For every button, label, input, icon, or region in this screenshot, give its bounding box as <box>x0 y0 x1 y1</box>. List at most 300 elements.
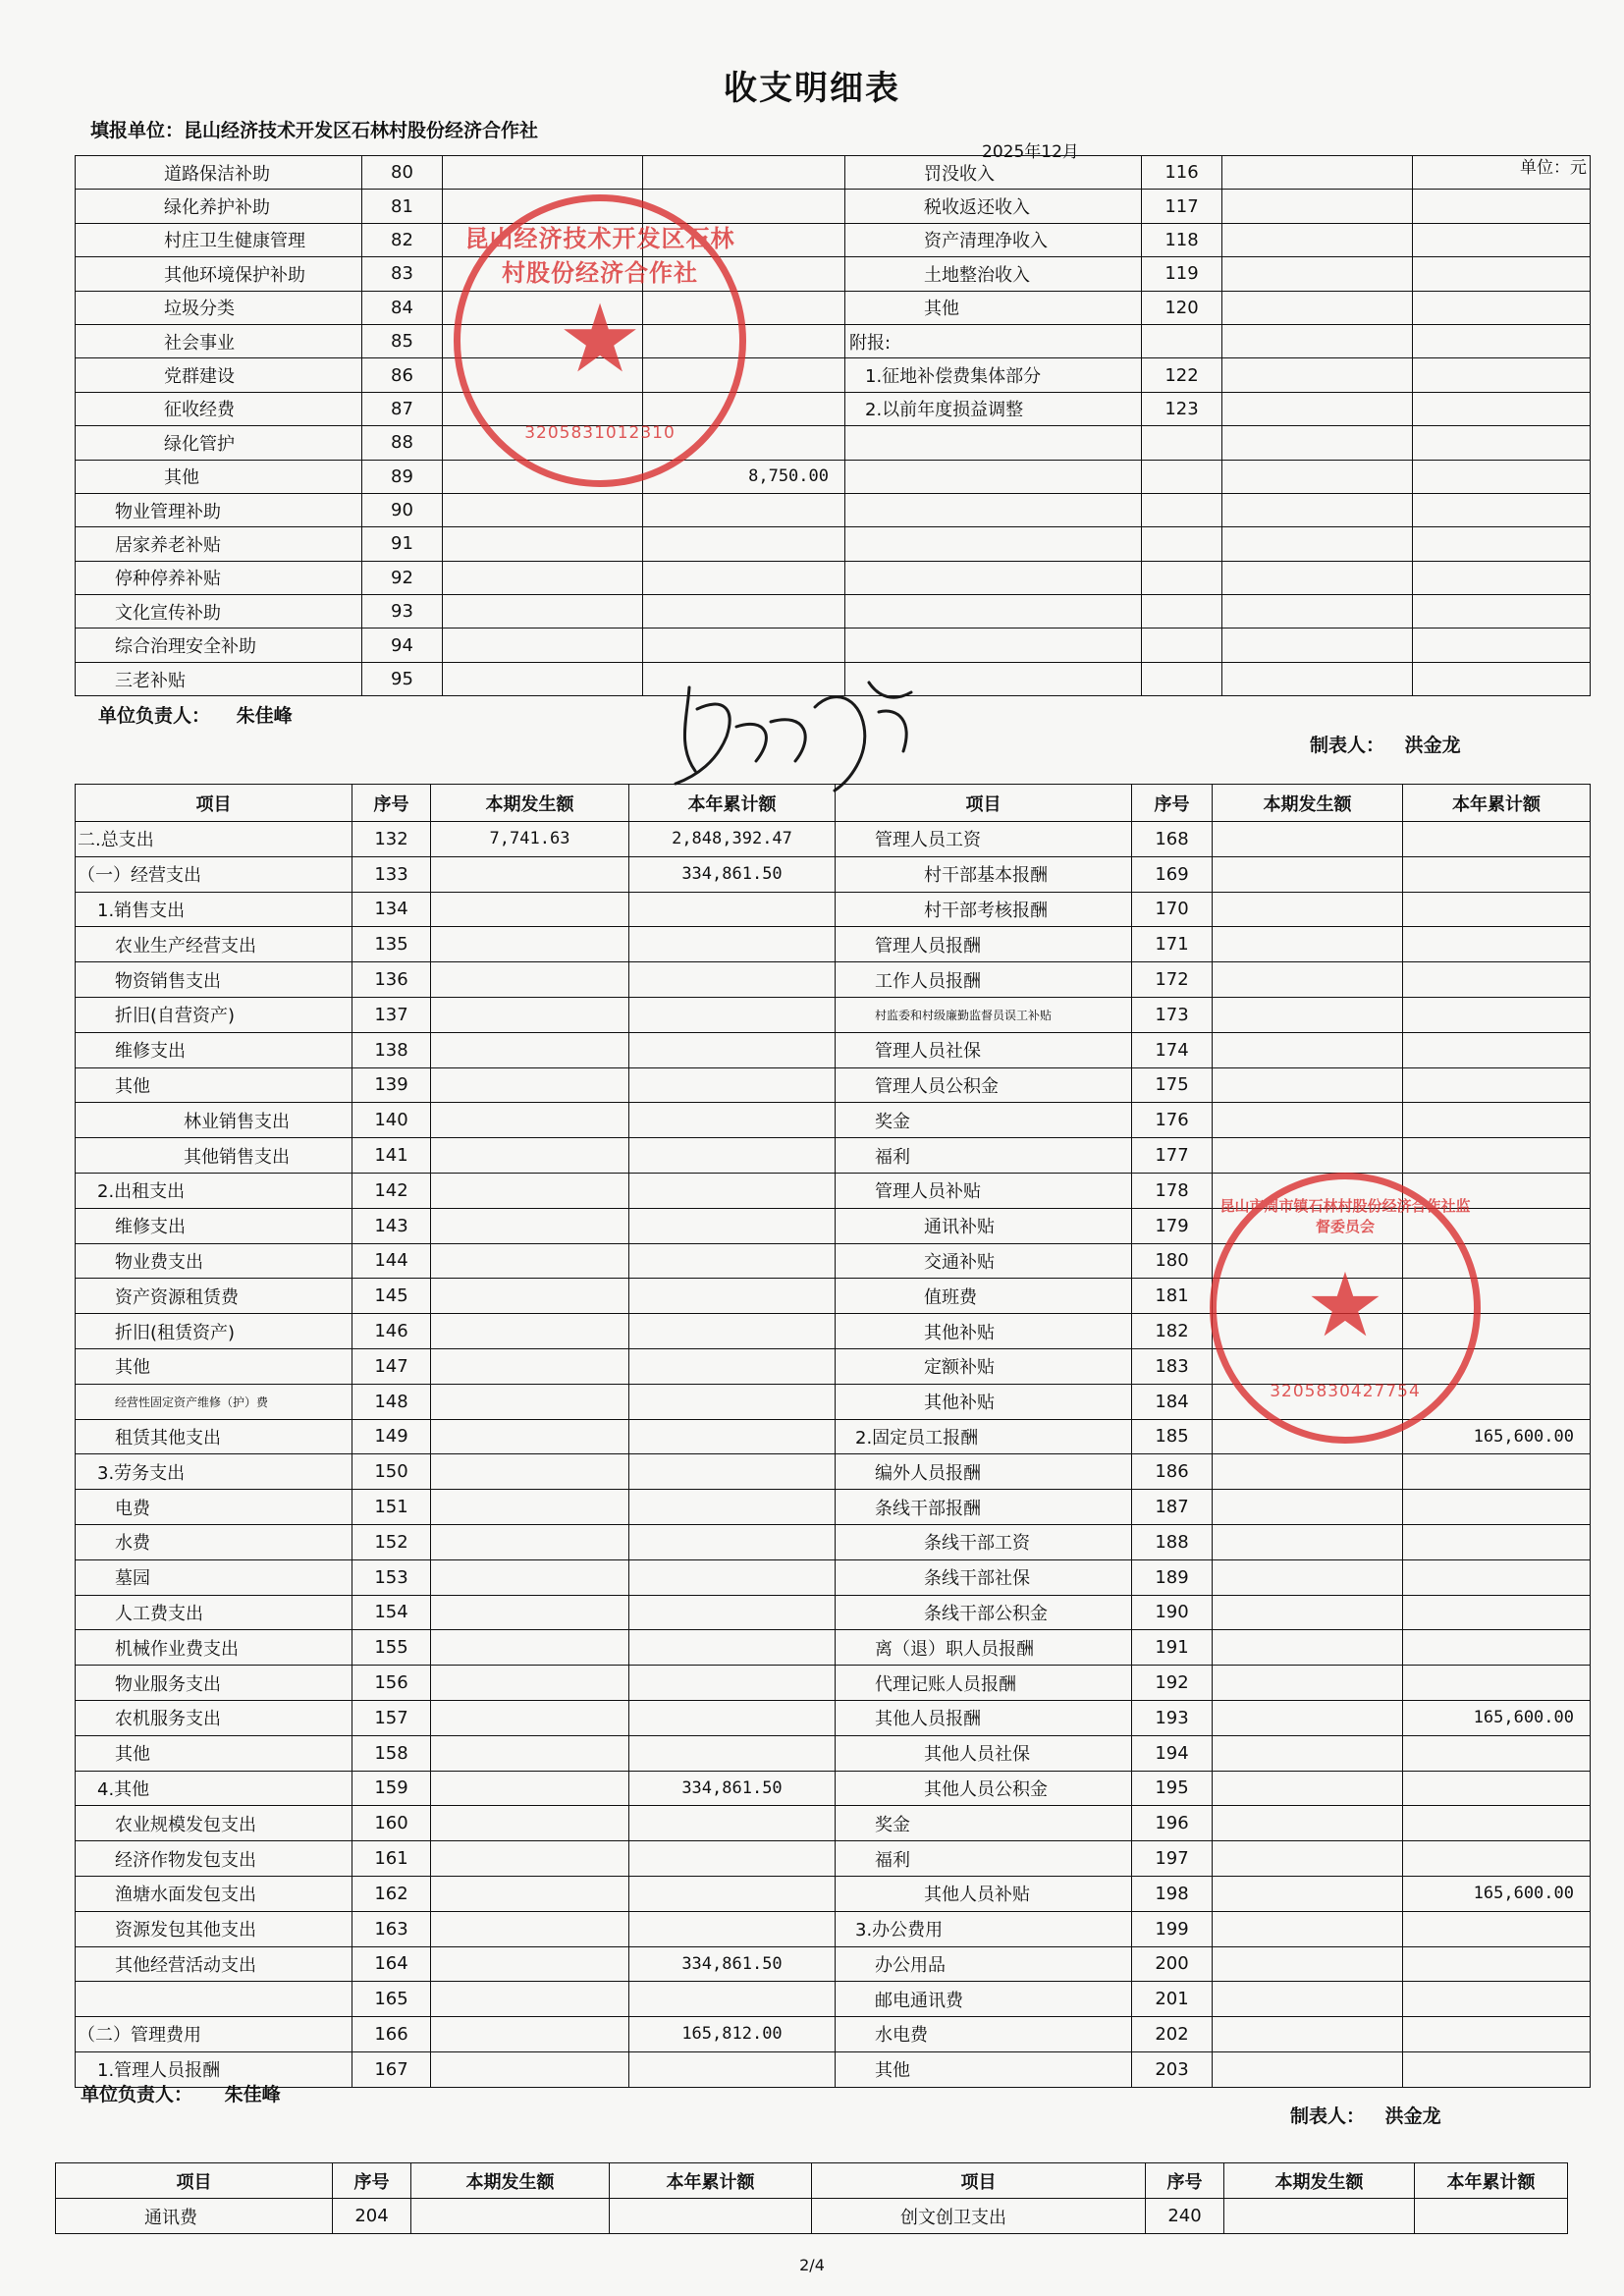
current-amount <box>431 856 629 892</box>
item-name: 村干部考核报酬 <box>836 892 1132 927</box>
ytd-amount <box>1403 1595 1591 1630</box>
item-name: 福利 <box>836 1841 1132 1877</box>
item-number: 175 <box>1132 1067 1213 1103</box>
ytd-amount <box>629 1173 836 1208</box>
column-header-ytd: 本年累计额 <box>1403 785 1591 822</box>
item-name: 居家养老补贴 <box>76 527 362 561</box>
item-number: 165 <box>352 1982 431 2017</box>
item-name: 其他补贴 <box>836 1384 1132 1419</box>
current-amount <box>443 493 643 526</box>
item-name: 通讯费 <box>56 2199 333 2234</box>
item-name: 工作人员报酬 <box>836 962 1132 998</box>
ytd-amount <box>629 1841 836 1877</box>
item-number: 182 <box>1132 1314 1213 1349</box>
current-amount <box>1213 1982 1403 2017</box>
empty-cell <box>1222 190 1413 223</box>
column-header-current: 本期发生额 <box>1213 785 1403 822</box>
reporting-unit: 填报单位：昆山经济技术开发区石林村股份经济合作社 <box>90 120 539 141</box>
header-row <box>76 785 1591 822</box>
item-name: 邮电通讯费 <box>836 1982 1132 2017</box>
empty-cell <box>1413 561 1591 594</box>
ytd-amount: 334,861.50 <box>629 1771 836 1806</box>
empty-cell <box>1413 662 1591 695</box>
item-number: 181 <box>1132 1279 1213 1314</box>
table-row <box>76 892 1591 927</box>
ytd-amount <box>643 629 845 662</box>
ytd-amount <box>629 1595 836 1630</box>
section2-leader <box>81 2080 281 2106</box>
current-amount <box>1213 1806 1403 1841</box>
current-amount <box>431 1700 629 1735</box>
item-name: 值班费 <box>836 1279 1132 1314</box>
item-number: 83 <box>362 257 443 291</box>
ytd-amount <box>1403 1946 1591 1982</box>
ytd-amount <box>1403 1806 1591 1841</box>
item-name: 其他经营活动支出 <box>76 1946 352 1982</box>
item-name: 其他 <box>76 1735 352 1771</box>
item-number: 240 <box>1146 2199 1224 2234</box>
item-number: 161 <box>352 1841 431 1877</box>
ytd-amount <box>1403 1524 1591 1559</box>
current-amount <box>443 156 643 190</box>
item-name: 其他 <box>76 1348 352 1384</box>
empty-cell <box>845 527 1142 561</box>
empty-cell <box>845 629 1142 662</box>
empty-cell <box>1413 223 1591 256</box>
column-header-ytd: 本年累计额 <box>629 785 836 822</box>
current-amount <box>411 2199 610 2234</box>
table-row <box>76 324 1591 357</box>
current-amount <box>1213 1490 1403 1525</box>
ytd-amount: 8,750.00 <box>643 460 845 493</box>
item-number: 187 <box>1132 1490 1213 1525</box>
table-row <box>76 1595 1591 1630</box>
item-number: 197 <box>1132 1841 1213 1877</box>
item-number: 141 <box>352 1138 431 1174</box>
empty-cell <box>1222 595 1413 629</box>
current-amount <box>431 927 629 962</box>
item-name: 1.管理人员报酬 <box>76 2051 352 2087</box>
item-number: 87 <box>362 392 443 425</box>
item-name: 奖金 <box>836 1103 1132 1138</box>
item-name: 资产资源租赁费 <box>76 1279 352 1314</box>
table-row <box>76 1103 1591 1138</box>
empty-cell <box>1413 190 1591 223</box>
item-name: 社会事业 <box>76 324 362 357</box>
empty-cell <box>1222 392 1413 425</box>
item-name: 村监委和村级廉勤监督员误工补贴 <box>836 997 1132 1032</box>
section1-preparer <box>1310 731 1461 757</box>
section1-leader-name: 朱佳峰 <box>236 705 293 727</box>
item-number: 174 <box>1132 1032 1213 1067</box>
empty-cell <box>1413 156 1591 190</box>
item-name: 经营性固定资产维修（护）费 <box>76 1384 352 1419</box>
item-name: 征收经费 <box>76 392 362 425</box>
current-amount <box>431 1032 629 1067</box>
item-number: 193 <box>1132 1700 1213 1735</box>
empty-cell <box>845 561 1142 594</box>
current-amount: 7,741.63 <box>431 822 629 857</box>
empty-cell <box>1222 629 1413 662</box>
current-amount <box>431 892 629 927</box>
current-amount <box>1213 962 1403 998</box>
item-number: 192 <box>1132 1666 1213 1701</box>
empty-cell <box>1222 223 1413 256</box>
item-number: 204 <box>333 2199 411 2234</box>
ytd-amount <box>629 1559 836 1595</box>
empty-cell <box>1222 561 1413 594</box>
item-name: 交通补贴 <box>836 1243 1132 1279</box>
item-number: 94 <box>362 629 443 662</box>
ytd-amount: 165,812.00 <box>629 2017 836 2052</box>
table-row <box>76 629 1591 662</box>
current-amount <box>1213 927 1403 962</box>
current-amount <box>431 2017 629 2052</box>
ytd-amount <box>629 1490 836 1525</box>
empty-cell <box>1142 662 1222 695</box>
ytd-amount <box>1403 1559 1591 1595</box>
empty-cell <box>1222 493 1413 526</box>
item-name: 管理人员公积金 <box>836 1067 1132 1103</box>
item-number: 139 <box>352 1067 431 1103</box>
star-icon: ★ <box>1305 1254 1385 1357</box>
item-name: 折旧(自营资产) <box>76 997 352 1032</box>
table-row <box>76 527 1591 561</box>
ytd-amount <box>1403 1630 1591 1666</box>
item-name: 绿化管护 <box>76 426 362 460</box>
seal-stamp-supervisory-code: 3205830427754 <box>1270 1382 1421 1401</box>
item-number: 157 <box>352 1700 431 1735</box>
empty-cell <box>1413 493 1591 526</box>
seal-stamp-cooperative-text: 昆山经济技术开发区石林村股份经济合作社 <box>464 225 735 287</box>
table-row <box>76 223 1591 256</box>
item-name: 编外人员报酬 <box>836 1454 1132 1490</box>
item-number: 116 <box>1142 156 1222 190</box>
table-row <box>76 1138 1591 1174</box>
current-amount <box>431 1946 629 1982</box>
item-number: 178 <box>1132 1173 1213 1208</box>
item-number: 84 <box>362 291 443 324</box>
current-amount <box>431 1911 629 1946</box>
ytd-amount <box>629 1806 836 1841</box>
item-name: 物业管理补助 <box>76 493 362 526</box>
ytd-amount <box>629 927 836 962</box>
item-number: 183 <box>1132 1348 1213 1384</box>
table-row <box>76 426 1591 460</box>
ytd-amount <box>629 1279 836 1314</box>
item-name: 资源发包其他支出 <box>76 1911 352 1946</box>
item-number: 132 <box>352 822 431 857</box>
current-amount <box>431 1490 629 1525</box>
table-row <box>76 1032 1591 1067</box>
item-name: 物资销售支出 <box>76 962 352 998</box>
empty-cell <box>1222 291 1413 324</box>
item-number: 196 <box>1132 1806 1213 1841</box>
item-number: 81 <box>362 190 443 223</box>
item-name: 农机服务支出 <box>76 1700 352 1735</box>
current-amount <box>1213 1138 1403 1174</box>
item-name: 管理人员工资 <box>836 822 1132 857</box>
ytd-amount <box>1403 1666 1591 1701</box>
current-amount <box>1213 856 1403 892</box>
current-amount <box>431 1419 629 1454</box>
item-name: 福利 <box>836 1138 1132 1174</box>
item-number: 152 <box>352 1524 431 1559</box>
empty-cell <box>1142 527 1222 561</box>
ytd-amount <box>629 892 836 927</box>
ytd-amount <box>1403 2051 1591 2087</box>
item-name: 3.劳务支出 <box>76 1454 352 1490</box>
current-amount <box>1213 1630 1403 1666</box>
item-name: 党群建设 <box>76 358 362 392</box>
report-period: 2025年12月 <box>982 142 1079 162</box>
item-number: 191 <box>1132 1630 1213 1666</box>
item-name: 条线干部社保 <box>836 1559 1132 1595</box>
empty-cell <box>1222 156 1413 190</box>
current-amount <box>1213 892 1403 927</box>
ytd-amount <box>629 1103 836 1138</box>
item-number: 82 <box>362 223 443 256</box>
ytd-amount <box>629 1700 836 1735</box>
current-amount <box>431 1982 629 2017</box>
item-name: 土地整治收入 <box>845 257 1142 291</box>
item-name: 其他人员公积金 <box>836 1771 1132 1806</box>
table-row <box>76 392 1591 425</box>
item-number: 172 <box>1132 962 1213 998</box>
current-amount <box>1213 2051 1403 2087</box>
item-number: 119 <box>1142 257 1222 291</box>
item-name: 附报: <box>845 324 1142 357</box>
table-row <box>76 927 1591 962</box>
item-name: 租赁其他支出 <box>76 1419 352 1454</box>
item-number: 170 <box>1132 892 1213 927</box>
empty-cell <box>1413 257 1591 291</box>
empty-cell <box>1413 460 1591 493</box>
item-number: 86 <box>362 358 443 392</box>
item-name <box>76 1982 352 2017</box>
item-name: 维修支出 <box>76 1208 352 1243</box>
empty-cell <box>845 595 1142 629</box>
empty-cell <box>1222 527 1413 561</box>
ytd-amount <box>629 1735 836 1771</box>
column-header-number: 序号 <box>1132 785 1213 822</box>
table-row <box>76 1700 1591 1735</box>
ytd-amount <box>1403 1982 1591 2017</box>
current-amount <box>443 561 643 594</box>
item-name: 其他人员社保 <box>836 1735 1132 1771</box>
item-name: 电费 <box>76 1490 352 1525</box>
item-name: 定额补贴 <box>836 1348 1132 1384</box>
table-row <box>76 1771 1591 1806</box>
current-amount <box>1213 1067 1403 1103</box>
item-number: 176 <box>1132 1103 1213 1138</box>
current-amount <box>431 1279 629 1314</box>
current-amount <box>431 1348 629 1384</box>
item-name: 其他 <box>76 460 362 493</box>
item-name: 办公用品 <box>836 1946 1132 1982</box>
ytd-amount <box>1403 1490 1591 1525</box>
ytd-amount: 334,861.50 <box>629 1946 836 1982</box>
item-number: 159 <box>352 1771 431 1806</box>
item-number: 200 <box>1132 1946 1213 1982</box>
item-number: 135 <box>352 927 431 962</box>
item-number: 173 <box>1132 997 1213 1032</box>
ytd-amount <box>629 1666 836 1701</box>
handwritten-signature <box>668 668 943 795</box>
table-row <box>76 1524 1591 1559</box>
ytd-amount <box>1415 2199 1568 2234</box>
table-row <box>76 856 1591 892</box>
item-number: 90 <box>362 493 443 526</box>
current-amount <box>1213 1700 1403 1735</box>
item-name: 维修支出 <box>76 1032 352 1067</box>
empty-cell <box>1413 629 1591 662</box>
table-row <box>76 1982 1591 2017</box>
ytd-amount <box>629 1067 836 1103</box>
item-number: 198 <box>1132 1876 1213 1911</box>
empty-cell <box>1142 595 1222 629</box>
item-number: 118 <box>1142 223 1222 256</box>
current-amount <box>1213 1524 1403 1559</box>
item-name: 机械作业费支出 <box>76 1630 352 1666</box>
item-number: 156 <box>352 1666 431 1701</box>
empty-cell <box>1413 527 1591 561</box>
ytd-amount <box>629 1876 836 1911</box>
item-number: 199 <box>1132 1911 1213 1946</box>
empty-cell <box>1222 662 1413 695</box>
ytd-amount <box>1403 962 1591 998</box>
item-number: 188 <box>1132 1524 1213 1559</box>
current-amount <box>1213 1103 1403 1138</box>
current-amount <box>1213 1595 1403 1630</box>
empty-cell <box>1413 426 1591 460</box>
item-name: 1.销售支出 <box>76 892 352 927</box>
empty-cell <box>845 460 1142 493</box>
table-row <box>76 997 1591 1032</box>
section2-leader-label: 单位负责人： <box>81 2084 193 2105</box>
item-number: 153 <box>352 1559 431 1595</box>
item-number: 185 <box>1132 1419 1213 1454</box>
item-name: 水费 <box>76 1524 352 1559</box>
ytd-amount <box>629 1630 836 1666</box>
item-name: 2.出租支出 <box>76 1173 352 1208</box>
table-row <box>76 1911 1591 1946</box>
item-name: 经济作物发包支出 <box>76 1841 352 1877</box>
table-row <box>76 1946 1591 1982</box>
item-name: 条线干部工资 <box>836 1524 1132 1559</box>
item-name: 垃圾分类 <box>76 291 362 324</box>
item-number: 148 <box>352 1384 431 1419</box>
item-name: 4.其他 <box>76 1771 352 1806</box>
current-amount <box>1213 1454 1403 1490</box>
current-amount <box>1213 2017 1403 2052</box>
item-number: 190 <box>1132 1595 1213 1630</box>
table-row <box>76 156 1591 190</box>
item-number: 91 <box>362 527 443 561</box>
item-number: 158 <box>352 1735 431 1771</box>
column-header-item: 项目 <box>812 2163 1146 2199</box>
item-number: 93 <box>362 595 443 629</box>
table-row <box>76 1490 1591 1525</box>
table-row <box>76 257 1591 291</box>
current-amount <box>431 1595 629 1630</box>
current-amount <box>431 1559 629 1595</box>
item-number: 186 <box>1132 1454 1213 1490</box>
ytd-amount <box>1403 1454 1591 1490</box>
currency-unit: 单位：元 <box>1520 158 1587 178</box>
table-row <box>56 2199 1568 2234</box>
item-name: 物业服务支出 <box>76 1666 352 1701</box>
seal-stamp-cooperative <box>454 194 746 487</box>
table-row <box>76 2017 1591 2052</box>
ytd-amount <box>643 493 845 526</box>
item-name: 1.征地补偿费集体部分 <box>845 358 1142 392</box>
item-name: 其他 <box>76 1067 352 1103</box>
column-header-ytd: 本年累计额 <box>1415 2163 1568 2199</box>
item-name: 管理人员报酬 <box>836 927 1132 962</box>
section1-preparer-label: 制表人： <box>1310 735 1385 756</box>
ytd-amount: 165,600.00 <box>1403 1700 1591 1735</box>
item-number: 202 <box>1132 2017 1213 2052</box>
empty-cell <box>845 493 1142 526</box>
ytd-amount: 165,600.00 <box>1403 1419 1591 1454</box>
item-name: 折旧(租赁资产) <box>76 1314 352 1349</box>
item-name: 其他补贴 <box>836 1314 1132 1349</box>
ytd-amount <box>1403 1032 1591 1067</box>
table-row <box>76 962 1591 998</box>
item-number: 92 <box>362 561 443 594</box>
ytd-amount <box>1403 1103 1591 1138</box>
ytd-amount <box>1403 892 1591 927</box>
column-header-number: 序号 <box>352 785 431 822</box>
item-number: 150 <box>352 1454 431 1490</box>
item-name: 文化宣传补助 <box>76 595 362 629</box>
column-header-no: 序号 <box>333 2163 411 2199</box>
ytd-amount <box>1403 1771 1591 1806</box>
item-number: 120 <box>1142 291 1222 324</box>
ytd-amount <box>629 1314 836 1349</box>
item-number: 146 <box>352 1314 431 1349</box>
item-name: 条线干部公积金 <box>836 1595 1132 1630</box>
current-amount <box>1213 1841 1403 1877</box>
ytd-amount <box>629 1032 836 1067</box>
item-name: 管理人员社保 <box>836 1032 1132 1067</box>
table-row <box>76 358 1591 392</box>
item-number: 201 <box>1132 1982 1213 2017</box>
section1-leader-label: 单位负责人： <box>98 705 211 727</box>
item-number: 95 <box>362 662 443 695</box>
item-number: 136 <box>352 962 431 998</box>
current-amount <box>1213 1032 1403 1067</box>
item-name: 代理记账人员报酬 <box>836 1666 1132 1701</box>
star-icon: ★ <box>557 284 643 394</box>
item-name: 三老补贴 <box>76 662 362 695</box>
current-amount <box>431 962 629 998</box>
item-number: 134 <box>352 892 431 927</box>
empty-cell <box>1222 426 1413 460</box>
item-number: 80 <box>362 156 443 190</box>
ytd-amount <box>1403 1067 1591 1103</box>
item-name: 墓园 <box>76 1559 352 1595</box>
item-number: 180 <box>1132 1243 1213 1279</box>
item-number: 160 <box>352 1806 431 1841</box>
current-amount <box>431 1067 629 1103</box>
empty-cell <box>1142 561 1222 594</box>
item-name: 其他 <box>836 2051 1132 2087</box>
header-row <box>56 2163 1568 2199</box>
current-amount <box>1213 822 1403 857</box>
item-name: （二）管理费用 <box>76 2017 352 2052</box>
